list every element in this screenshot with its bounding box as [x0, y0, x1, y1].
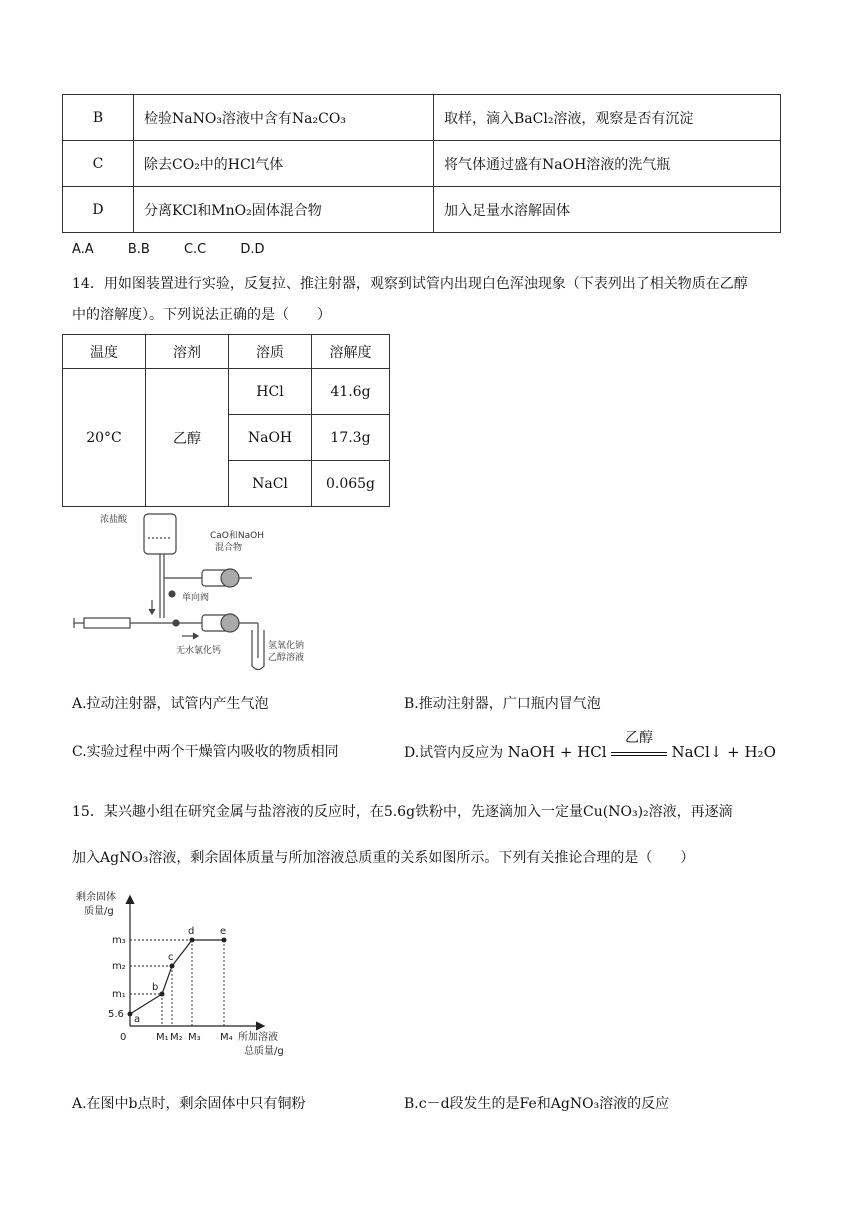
x-tick-m4: M₄	[220, 1032, 233, 1043]
q14-option-d[interactable]	[404, 730, 776, 763]
q13-row-c	[63, 141, 781, 187]
point-a	[128, 1012, 133, 1017]
row-method: 加入足量水溶解固体	[434, 187, 781, 233]
point-c	[170, 964, 175, 969]
drying-ball-icon	[221, 569, 239, 587]
row-method: 将气体通过盛有NaOH溶液的洗气瓶	[434, 141, 781, 187]
q14-stem-line2: 中的溶解度）。下列说法正确的是（ ）	[72, 307, 331, 323]
q13-table	[62, 94, 781, 233]
header-solvent: 溶剂	[146, 335, 229, 369]
q14-option-c[interactable]: C.实验过程中两个干燥管内吸收的物质相同	[72, 744, 339, 760]
table-row	[63, 369, 390, 415]
point-d	[190, 938, 195, 943]
x-tick-m2: M₂	[170, 1032, 183, 1043]
table-header-row	[63, 335, 390, 369]
data-line	[130, 940, 224, 1014]
x-tick-m1: M₁	[156, 1032, 169, 1043]
row-label: C	[63, 141, 134, 187]
acid-bottle	[144, 514, 176, 554]
y-tick-5.6: 5.6	[108, 1009, 124, 1020]
point-label-e: e	[220, 926, 227, 937]
solubility-table	[62, 334, 390, 507]
x-label-1: 所加溶液	[238, 1032, 278, 1043]
label-cacl2: 无水氯化钙	[176, 646, 222, 656]
q15-option-a[interactable]: A.在图中b点时，剩余固体中只有铜粉	[72, 1096, 306, 1112]
option-b[interactable]: B.B	[127, 242, 150, 257]
label-mix-1: CaO和NaOH	[210, 531, 264, 541]
y-label-2: 质量/g	[84, 906, 114, 917]
q15-option-b[interactable]: B.c－d段发生的是Fe和AgNO₃溶液的反应	[404, 1096, 670, 1112]
apparatus-diagram	[72, 508, 312, 673]
label-mix-2: 混合物	[215, 543, 243, 553]
y-tick-m3: m₃	[112, 935, 126, 946]
point-label-d: d	[188, 926, 195, 937]
x-tick-m3: M₃	[188, 1032, 201, 1043]
point-label-b: b	[152, 982, 159, 993]
x-label-2: 总质量/g	[244, 1046, 284, 1057]
q13-row-b	[63, 95, 781, 141]
solubility-cell: 0.065g	[312, 461, 390, 507]
row-purpose: 除去CO₂中的HCl气体	[134, 141, 434, 187]
option-a[interactable]: A.A	[72, 242, 94, 257]
header-solute: 溶质	[229, 335, 312, 369]
temperature-cell: 20°C	[63, 369, 146, 507]
option-d[interactable]: D.D	[240, 242, 265, 257]
row-label: B	[63, 95, 134, 141]
label-tube-2: 乙醇溶液	[268, 653, 305, 663]
point-label-c: c	[168, 952, 174, 963]
row-method: 取样，滴入BaCl₂溶液，观察是否有沉淀	[434, 95, 781, 141]
label-tube-1: 氢氧化钠	[268, 641, 305, 651]
row-purpose: 检验NaNO₃溶液中含有Na₂CO₃	[134, 95, 434, 141]
solute-cell: NaCl	[229, 461, 312, 507]
y-label-1: 剩余固体	[76, 892, 116, 903]
y-tick-m1: m₁	[112, 989, 126, 1000]
point-e	[222, 938, 227, 943]
equation-condition: 乙醇	[625, 730, 653, 746]
q14-option-a[interactable]: A.拉动注射器，试管内产生气泡	[72, 696, 269, 712]
double-line-icon	[611, 752, 667, 756]
equation-arrow	[611, 730, 667, 756]
q13-row-d	[63, 187, 781, 233]
q15-stem-line1: 15．某兴趣小组在研究金属与盐溶液的反应时，在5.6g铁粉中，先逐滴加入一定量Cu(NO₃)₂溶液，再逐滴	[72, 804, 733, 820]
solubility-cell: 41.6g	[312, 369, 390, 415]
solute-cell: HCl	[229, 369, 312, 415]
equation-reactants: NaOH + HCl	[507, 743, 607, 761]
origin-label: 0	[120, 1032, 127, 1043]
row-label: D	[63, 187, 134, 233]
q14-option-b[interactable]: B.推动注射器，广口瓶内冒气泡	[404, 696, 601, 712]
row-purpose: 分离KCl和MnO₂固体混合物	[134, 187, 434, 233]
solute-cell: NaOH	[229, 415, 312, 461]
q14-stem-line1: 14．用如图装置进行实验，反复拉、推注射器，观察到试管内出现白色浑浊现象（下表列出了相关物质在乙醇	[72, 276, 748, 292]
point-label-a: a	[134, 1014, 141, 1025]
q15-stem-line2: 加入AgNO₃溶液，剩余固体质量与所加溶液总质重的关系如图所示。下列有关推论合理的是（ ）	[72, 850, 695, 866]
header-temperature: 温度	[63, 335, 146, 369]
point-b	[160, 992, 165, 997]
solubility-cell: 17.3g	[312, 415, 390, 461]
option-c[interactable]: C.C	[183, 242, 207, 257]
header-solubility: 溶解度	[312, 335, 390, 369]
solvent-cell: 乙醇	[146, 369, 229, 507]
y-tick-m2: m₂	[112, 961, 126, 972]
q13-options	[72, 242, 265, 257]
equation-products: NaCl↓ + H₂O	[671, 743, 776, 761]
syringe	[84, 618, 130, 628]
label-acid: 浓盐酸	[100, 515, 128, 525]
label-valve: 单向阀	[182, 593, 210, 603]
mass-chart	[72, 888, 312, 1068]
option-d-prefix: D.试管内反应为	[404, 745, 504, 761]
